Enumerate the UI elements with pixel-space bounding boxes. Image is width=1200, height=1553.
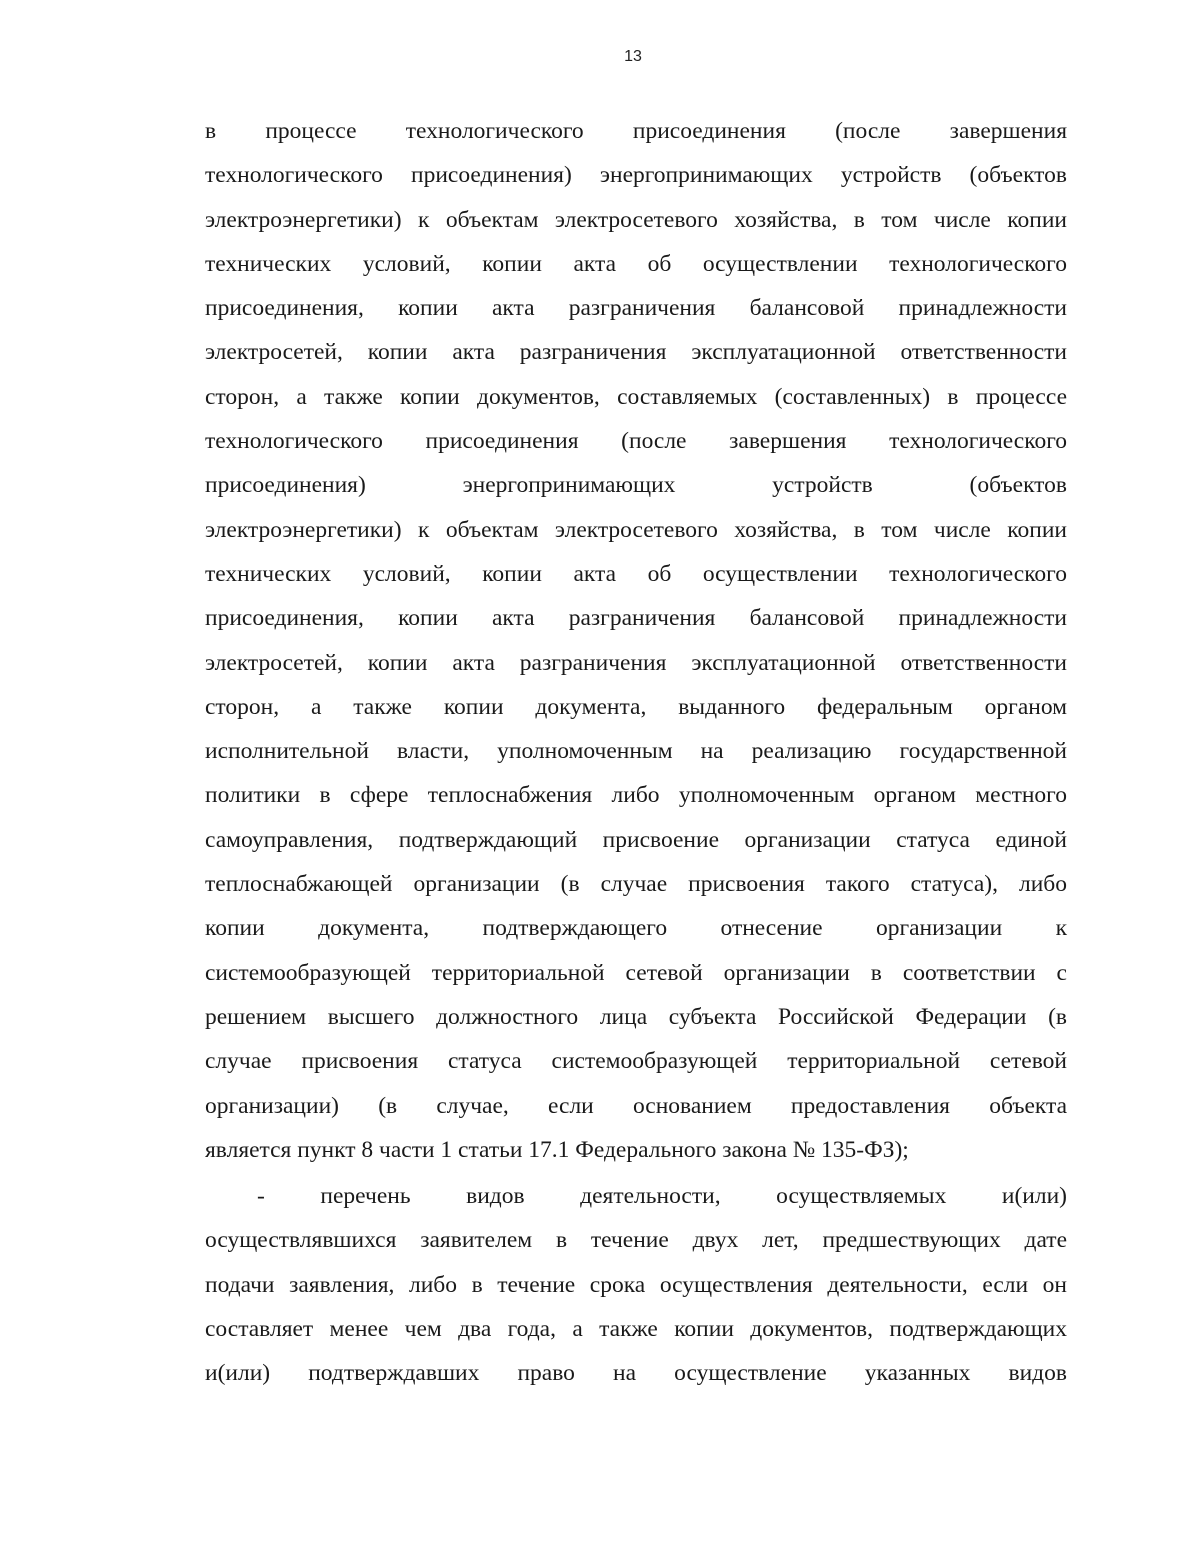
text-line: сторон, а также копии документов, составляемых (составленных) в процессе — [205, 383, 1067, 410]
text-line: системообразующей территориальной сетевой организации в соответствии с — [205, 959, 1067, 986]
text-line: копии документа, подтверждающего отнесение организации к — [205, 915, 1067, 942]
text-line: исполнительной власти, уполномоченным на реализацию государственной — [205, 738, 1067, 765]
page-number: 13 — [624, 48, 642, 65]
text-line: присоединения) энергопринимающих устройств (объектов — [205, 472, 1067, 499]
text-line: политики в сфере теплоснабжения либо уполномоченным органом местного — [205, 782, 1067, 809]
text-line: электросетей, копии акта разграничения эксплуатационной ответственности — [205, 339, 1067, 366]
text-line: электроэнергетики) к объектам электросетевого хозяйства, в том числе копии — [205, 206, 1067, 233]
text-line: присоединения, копии акта разграничения балансовой принадлежности — [205, 295, 1067, 322]
text-line: технологического присоединения) энергопринимающих устройств (объектов — [205, 162, 1067, 189]
text-line: присоединения, копии акта разграничения балансовой принадлежности — [205, 605, 1067, 632]
text-line: решением высшего должностного лица субъекта Российской Федерации (в — [205, 1003, 1067, 1030]
paragraph-activities-list-item — [205, 1174, 1067, 1395]
text-line: случае присвоения статуса системообразующей территориальной сетевой — [205, 1048, 1067, 1075]
text-line: электроэнергетики) к объектам электросетевого хозяйства, в том числе копии — [205, 516, 1067, 543]
text-line: подачи заявления, либо в течение срока осуществления деятельности, если он — [205, 1271, 1067, 1298]
text-line: и(или) подтверждавших право на осуществление указанных видов — [205, 1360, 1067, 1387]
text-line: составляет менее чем два года, а также копии документов, подтверждающих — [205, 1315, 1067, 1342]
text-line: электросетей, копии акта разграничения эксплуатационной ответственности — [205, 649, 1067, 676]
text-line: является пункт 8 части 1 статьи 17.1 Федерального закона № 135-ФЗ); — [205, 1136, 909, 1163]
text-line: теплоснабжающей организации (в случае присвоения такого статуса), либо — [205, 871, 1067, 898]
text-line: в процессе технологического присоединения (после завершения — [205, 118, 1067, 144]
text-line: организации) (в случае, если основанием предоставления объекта — [205, 1092, 1067, 1119]
text-line: сторон, а также копии документа, выданного федеральным органом — [205, 693, 1067, 720]
text-line: - перечень видов деятельности, осуществляемых и(или) — [257, 1183, 1067, 1209]
paragraph-continuation — [205, 109, 1067, 1172]
text-line: самоуправления, подтверждающий присвоение организации статуса единой — [205, 826, 1067, 853]
text-line: технологического присоединения (после завершения технологического — [205, 428, 1067, 455]
text-line: осуществлявшихся заявителем в течение двух лет, предшествующих дате — [205, 1227, 1067, 1254]
text-line: технических условий, копии акта об осуществлении технологического — [205, 250, 1067, 277]
text-line: технических условий, копии акта об осуществлении технологического — [205, 560, 1067, 587]
